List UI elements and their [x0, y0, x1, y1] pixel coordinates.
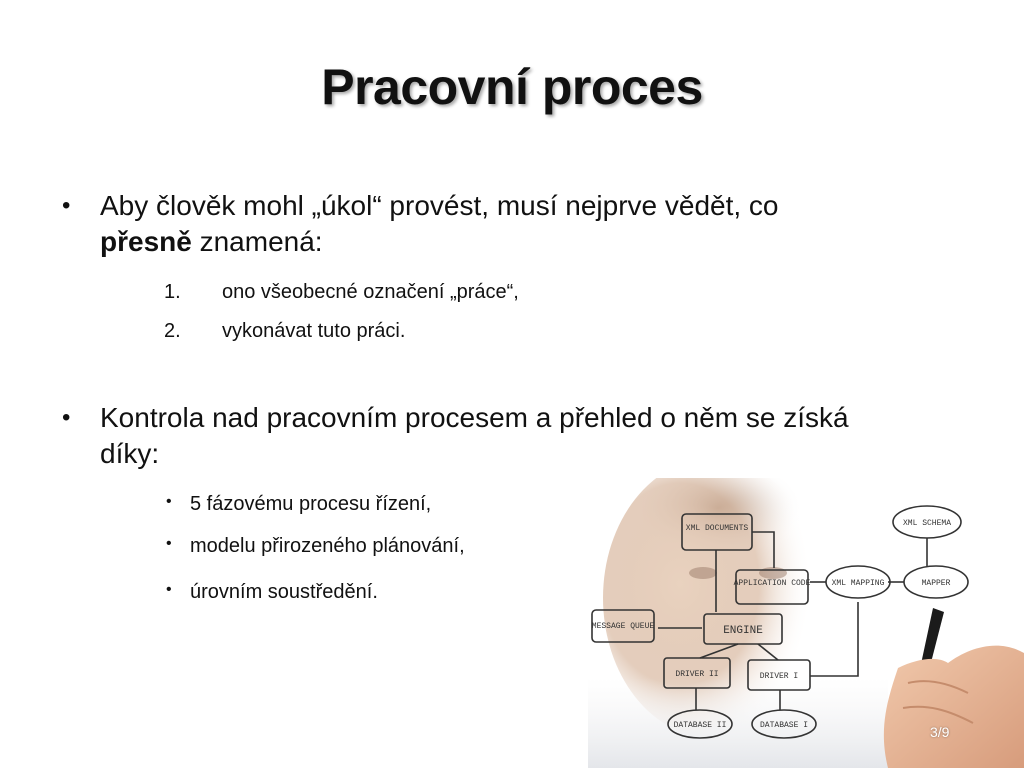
diagram-label: XML MAPPING [831, 579, 885, 588]
bullet-2-line-2: díky: [100, 438, 160, 469]
bullet-dot-icon: • [166, 535, 172, 552]
bullet-2-line-1: Kontrola nad pracovním procesem a přehled o něm se získá [100, 402, 849, 433]
numbered-item-number: 2. [164, 320, 181, 342]
diagram-label: APPLICATION CODE [733, 579, 811, 588]
bullet-dot-icon: • [62, 192, 71, 219]
slide-title: Pracovní proces [321, 59, 703, 115]
bullet-text-2 [100, 400, 940, 472]
diagram-label: DATABASE I [759, 721, 809, 730]
bullet-dot-icon: • [166, 493, 172, 510]
diagram-label: DATABASE II [673, 721, 727, 730]
hand-drawing-flowchart-icon [588, 478, 1024, 768]
bullet-item-1 [62, 188, 942, 264]
bullet-item-2 [62, 400, 942, 476]
page-number: 3/9 [930, 724, 950, 740]
bullet-1-line-1: Aby člověk mohl „úkol“ provést, musí nejprve vědět, co [100, 190, 779, 221]
sub-item-text: úrovním soustředění. [190, 581, 378, 603]
diagram-label: XML SCHEMA [902, 519, 952, 528]
bullet-dot-icon: • [166, 581, 172, 598]
numbered-item-text: ono všeobecné označení „práce“, [222, 281, 519, 303]
diagram-label: MESSAGE QUEUE [591, 622, 655, 631]
bullet-1-bold-word: přesně [100, 226, 192, 257]
diagram-label: ENGINE [723, 625, 763, 637]
hand-with-marker-icon [884, 608, 1024, 768]
numbered-item-text: vykonávat tuto práci. [222, 320, 406, 342]
diagram-label: DRIVER I [759, 672, 799, 681]
sub-item-text: modelu přirozeného plánování, [190, 535, 465, 557]
bullet-1-line-2 [100, 224, 940, 260]
sub-item-text: 5 fázovému procesu řízení, [190, 493, 432, 515]
bullet-1-line-2-rest: znamená: [191, 226, 323, 257]
diagram-label: MAPPER [921, 579, 951, 588]
diagram-label: DRIVER II [675, 670, 719, 679]
bullet-dot-icon: • [62, 404, 71, 431]
diagram-label: XML DOCUMENTS [685, 524, 749, 533]
bullet-text-1 [100, 188, 940, 260]
numbered-item-number: 1. [164, 281, 181, 303]
